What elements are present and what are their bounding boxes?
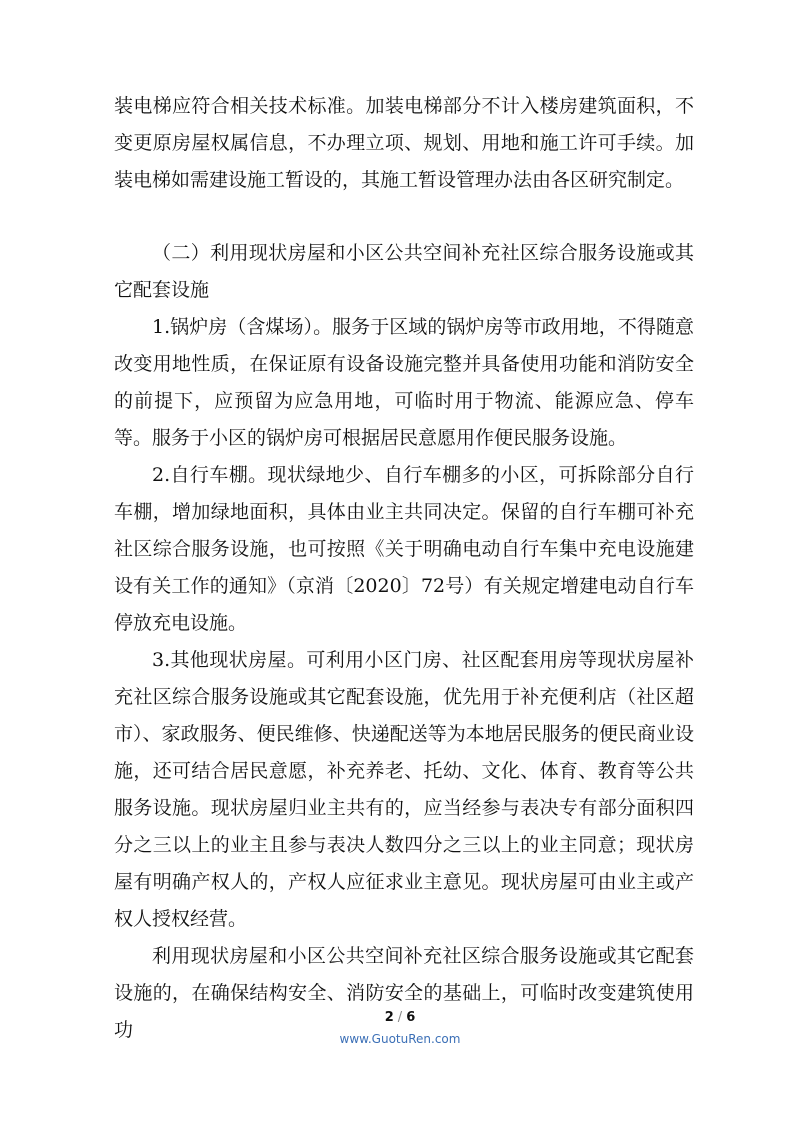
section-heading-2: （二）利用现状房屋和小区公共空间补充社区综合服务设施或其它配套设施 — [114, 242, 694, 301]
paragraph-boiler-room: 1.锅炉房（含煤场）。服务于区域的锅炉房等市政用地，不得随意改变用地性质，在保证原有设备设施完整并具备使用功能和消防安全的前提下，应预留为应急用地，可临时用于物流、能源应急、停车等。服务于小区的锅炉房可根据居民意愿用作便民服务设施。 — [114, 316, 694, 449]
paragraph-bicycle-shed: 2.自行车棚。现状绿地少、自行车棚多的小区，可拆除部分自行车棚，增加绿地面积，具体由业主共同决定。保留的自行车棚可补充社区综合服务设施，也可按照《关于明确电动自行车集中充电设施建设有关工作的通知》（京消〔2020〕72号）有关规定增建电动自行车停放充电设施。 — [114, 464, 694, 634]
paragraph-other-buildings: 3.其他现状房屋。可利用小区门房、社区配套用房等现状房屋补充社区综合服务设施或其它配套设施，优先用于补充便利店（社区超市）、家政服务、便民维修、快递配送等为本地居民服务的便民商业设施，还可结合居民意愿，补充养老、托幼、文化、体育、教育等公共服务设施。现状房屋归业主共有的，应当经参与表决专有部分面积四分之三以上的业主且参与表决人数四分之三以上的业主同意；现状房屋有明确产权人的，产权人应征求业主意见。现状房屋可由业主或产权人授权经营。 — [114, 649, 694, 930]
paragraph-elevator-continued: 装电梯应符合相关技术标准。加装电梯部分不计入楼房建筑面积，不变更原房屋权属信息，不办理立项、规划、用地和施工许可手续。加装电梯如需建设施工暂设的，其施工暂设管理办法由各区研究制定。 — [114, 95, 694, 191]
page-separator: / — [397, 1010, 403, 1025]
total-pages: 6 — [406, 1010, 416, 1025]
page-number — [0, 1010, 800, 1025]
paragraph-usage-change: 利用现状房屋和小区公共空间补充社区综合服务设施或其它配套设施的，在确保结构安全、消防安全的基础上，可临时改变建筑使用功 — [114, 945, 694, 1041]
website-link[interactable]: www.GuotuRen.com — [339, 1032, 461, 1046]
document-body — [114, 88, 694, 1049]
current-page: 2 — [384, 1010, 394, 1025]
